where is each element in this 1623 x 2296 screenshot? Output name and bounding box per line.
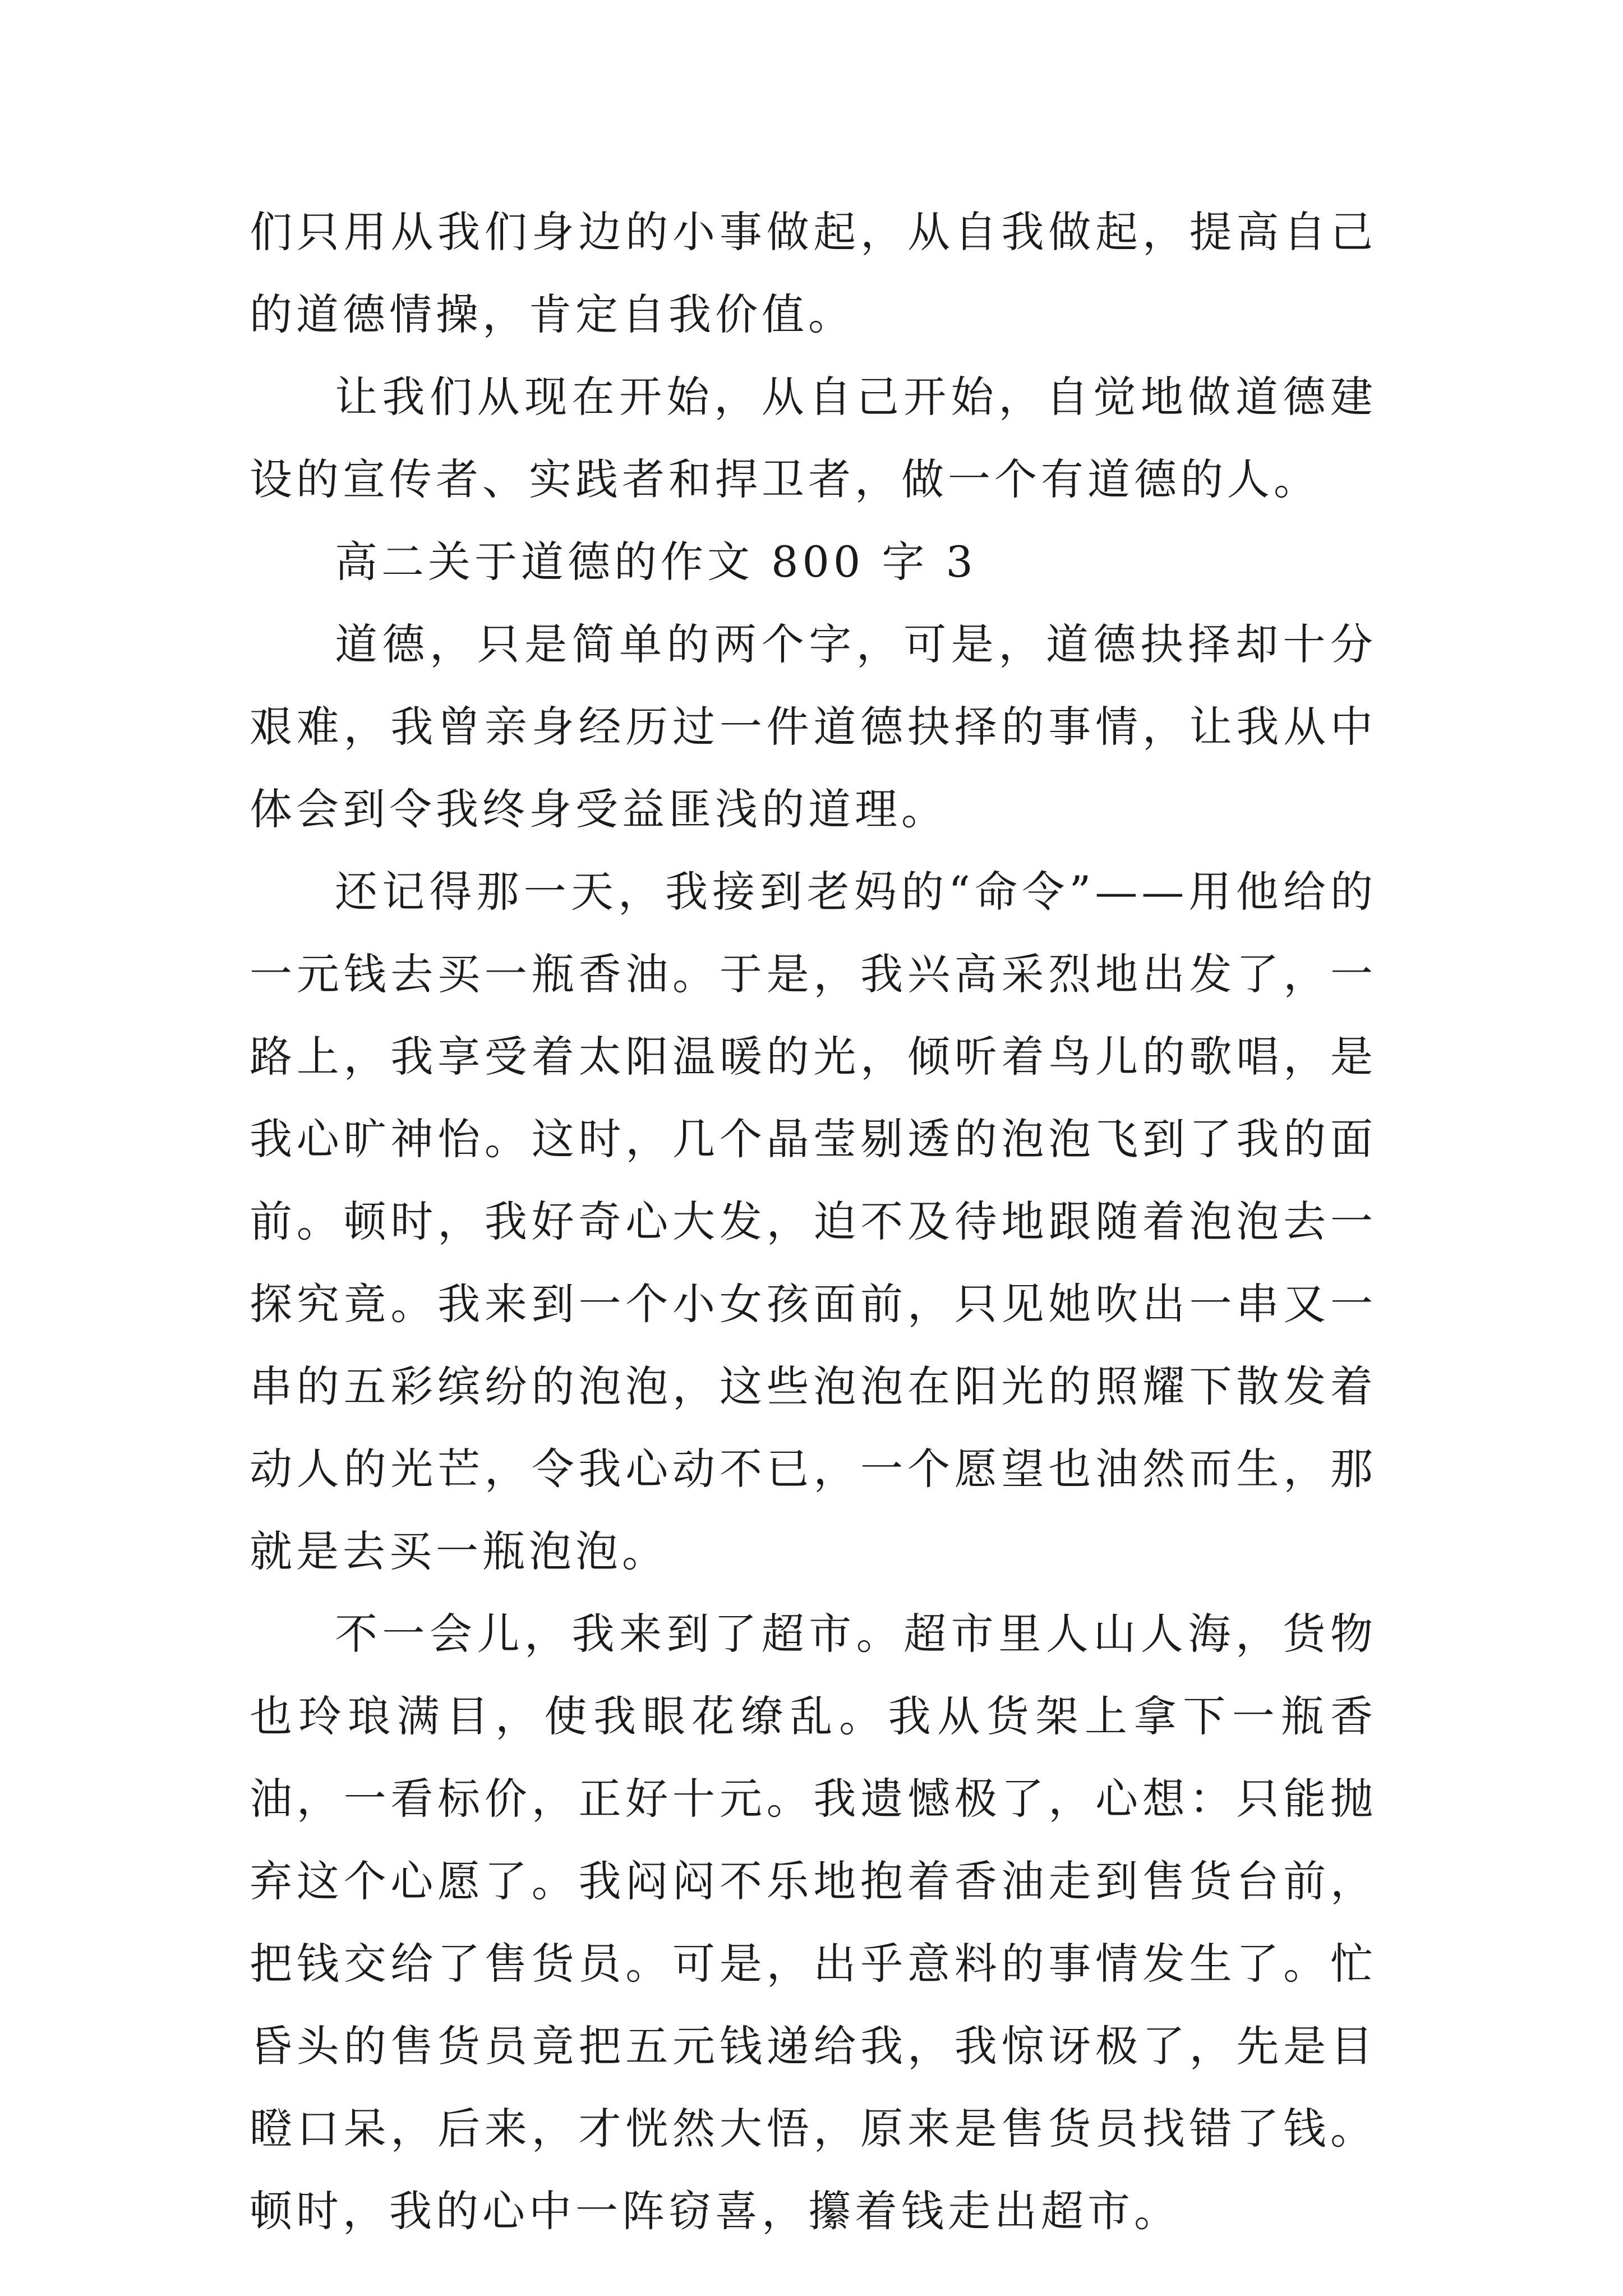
paragraph-continuation: 们只用从我们身边的小事做起，从自我做起，提高自己的道德情操，肯定自我价值。	[250, 207, 1377, 339]
paragraph: 让我们从现在开始，从自己开始，自觉地做道德建设的宣传者、实践者和捍卫者，做一个有道德的人。	[250, 372, 1377, 504]
paragraph: 不一会儿，我来到了超市。超市里人山人海，货物也玲琅满目，使我眼花缭乱。我从货架上拿下一瓶香油，一看标价，正好十元。我遗憾极了，心想：只能抛弃这个心愿了。我闷闷不乐地抱着香油走到售货台前，把钱交给了售货员。可是，出乎意料的事情发生了。忙昏头的售货员竟把五元钱递给我，我惊讶极了，先是目瞪口呆，后来，才恍然大悟，原来是售货员找错了钱。顿时，我的心中一阵窃喜，攥着钱走出超市。	[250, 1609, 1377, 2236]
paragraph: 还记得那一天，我接到老妈的“命令”——用他给的一元钱去买一瓶香油。于是，我兴高采烈地出发了，一路上，我享受着太阳温暖的光，倾听着鸟儿的歌唱，是我心旷神怡。这时，几个晶莹剔透的泡泡飞到了我的面前。顿时，我好奇心大发，迫不及待地跟随着泡泡去一探究竟。我来到一个小女孩面前，只见她吹出一串又一串的五彩缤纷的泡泡，这些泡泡在阳光的照耀下散发着动人的光芒，令我心动不已，一个愿望也油然而生，那就是去买一瓶泡泡。	[250, 867, 1377, 1576]
essay-body	[250, 191, 1377, 2252]
paragraph: 道德，只是简单的两个字，可是，道德抉择却十分艰难，我曾亲身经历过一件道德抉择的事情，让我从中体会到令我终身受益匪浅的道理。	[250, 619, 1377, 834]
section-heading: 高二关于道德的作文 800 字 3	[335, 537, 977, 587]
